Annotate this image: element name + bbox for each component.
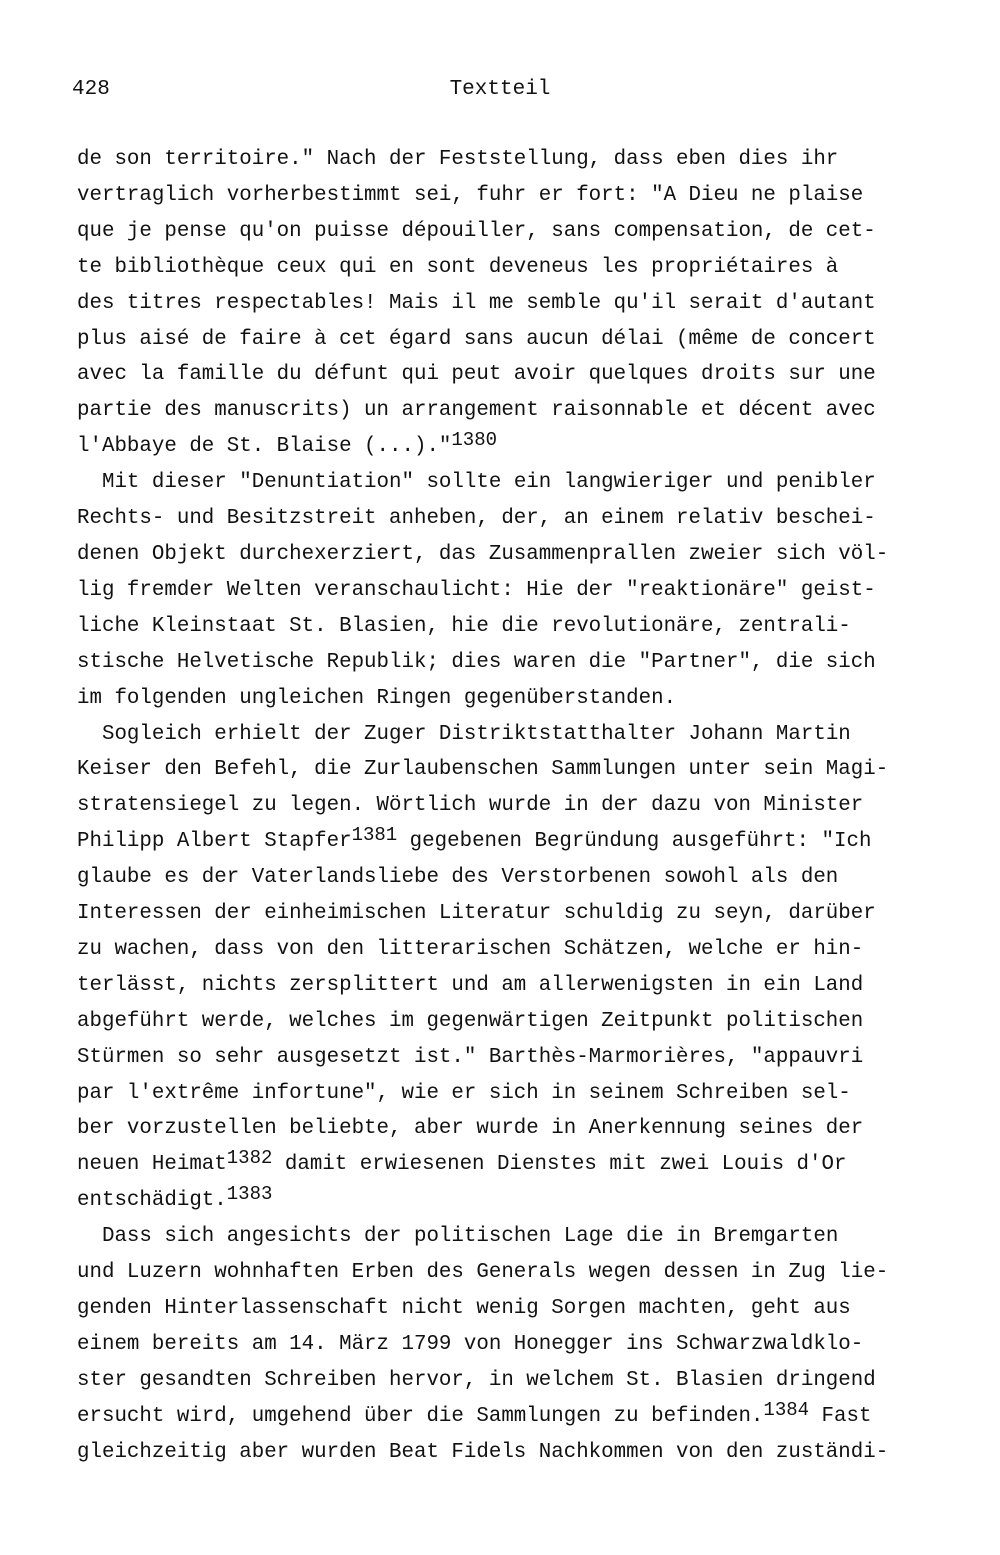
text-fragment: l'Abbaye de St. Blaise (...)." <box>77 435 452 459</box>
text-fragment: Dass sich angesichts der politischen Lage die in Bremgarten <box>101 1225 839 1249</box>
text-line <box>77 465 949 501</box>
text-line: terlässt, nichts zersplittert und am allerwenigsten in ein Land <box>77 973 864 997</box>
paragraph <box>77 1219 949 1470</box>
text-line <box>77 1399 949 1435</box>
text-line: partie des manuscrits) un arrangement raisonnable et décent avec <box>77 399 876 423</box>
text-line <box>77 1219 949 1255</box>
text-line: des titres respectables! Mais il me semble qu'il serait d'autant <box>77 291 876 315</box>
text-line: zu wachen, dass von den litterarischen Schätzen, welche er hin- <box>77 937 864 961</box>
text-line: einem bereits am 14. März 1799 von Honegger ins Schwarzwaldklo- <box>77 1332 864 1356</box>
paragraph <box>77 717 949 1220</box>
text-line: im folgenden ungleichen Ringen gegenüberstanden. <box>77 686 677 710</box>
text-line: Stürmen so sehr ausgesetzt ist." Barthès-Marmorières, "appauvri <box>77 1045 864 1069</box>
text-line: stische Helvetische Republik; dies waren die "Partner", die sich <box>77 650 876 674</box>
text-line: avec la famille du défunt qui peut avoir quelques droits sur une <box>77 363 876 387</box>
text-line: que je pense qu'on puisse dépouiller, sans compensation, de cet- <box>77 219 876 243</box>
footnote-marker: 1384 <box>763 1398 810 1421</box>
text-line: glaube es der Vaterlandsliebe des Verstorbenen sowohl als den <box>77 866 839 890</box>
text-line: abgeführt werde, welches im gegenwärtigen Zeitpunkt politischen <box>77 1009 864 1033</box>
footnote-marker: 1382 <box>226 1147 273 1170</box>
footnote-marker: 1381 <box>351 824 398 847</box>
body-text <box>77 142 949 1471</box>
text-line: Keiser den Befehl, die Zurlaubenschen Sammlungen unter sein Magi- <box>77 758 889 782</box>
text-line <box>77 1183 949 1219</box>
text-line: genden Hinterlassenschaft nicht wenig Sorgen machten, geht aus <box>77 1297 851 1320</box>
text-fragment: neuen Heimat <box>77 1153 227 1177</box>
paragraph <box>77 465 949 716</box>
text-line <box>77 717 949 753</box>
text-line: plus aisé de faire à cet égard sans aucun délai (même de concert <box>77 327 876 351</box>
text-line: stratensiegel zu legen. Wörtlich wurde in der dazu von Minister <box>77 794 864 818</box>
page-header <box>72 78 952 108</box>
text-fragment: Sogleich erhielt der Zuger Distriktstatthalter Johann Martin <box>101 722 851 746</box>
text-line <box>77 1147 949 1183</box>
paragraph <box>77 142 949 465</box>
text-fragment: Philipp Albert Stapfer <box>77 830 352 854</box>
text-line: und Luzern wohnhaften Erben des Generals wegen dessen in Zug lie- <box>77 1261 889 1285</box>
text-line: lig fremder Welten veranschaulicht: Hie der "reaktionäre" geist- <box>77 578 876 602</box>
text-fragment: gegebenen Begründung ausgeführt: "Ich <box>397 830 872 854</box>
text-line: denen Objekt durchexerziert, das Zusammenprallen zweier sich völ- <box>77 542 889 566</box>
text-fragment: Mit dieser "Denuntiation" sollte ein langwieriger und penibler <box>101 471 876 495</box>
text-fragment: entschädigt. <box>77 1189 227 1213</box>
text-line: de son territoire." Nach der Feststellung, dass eben dies ihr <box>77 148 839 171</box>
text-line <box>77 429 949 465</box>
text-line: te bibliothèque ceux qui en sont deveneus les propriétaires à <box>77 255 839 279</box>
text-line: liche Kleinstaat St. Blasien, hie die revolutionäre, zentrali- <box>77 614 851 638</box>
text-line: gleichzeitig aber wurden Beat Fidels Nachkommen von den zuständi- <box>77 1440 889 1464</box>
text-line <box>77 824 949 860</box>
text-line: ster gesandten Schreiben hervor, in welchem St. Blasien dringend <box>77 1368 876 1392</box>
text-fragment: Fast <box>809 1404 872 1428</box>
footnote-marker: 1380 <box>451 429 498 452</box>
text-line: par l'extrême infortune", wie er sich in seinem Schreiben sel- <box>77 1081 851 1105</box>
running-title: Textteil <box>449 78 551 101</box>
text-line: Rechts- und Besitzstreit anheben, der, an einem relativ beschei- <box>77 507 876 531</box>
text-line: Interessen der einheimischen Literatur schuldig zu seyn, darüber <box>77 902 876 926</box>
text-line: vertraglich vorherbestimmt sei, fuhr er fort: "A Dieu ne plaise <box>77 183 864 207</box>
page-number: 428 <box>72 78 110 101</box>
text-fragment: damit erwiesenen Dienstes mit zwei Louis d'Or <box>272 1153 847 1177</box>
text-line: ber vorzustellen beliebte, aber wurde in Anerkennung seines der <box>77 1117 864 1141</box>
footnote-marker: 1383 <box>226 1183 273 1206</box>
text-fragment: ersucht wird, umgehend über die Sammlungen zu befinden. <box>77 1404 764 1428</box>
